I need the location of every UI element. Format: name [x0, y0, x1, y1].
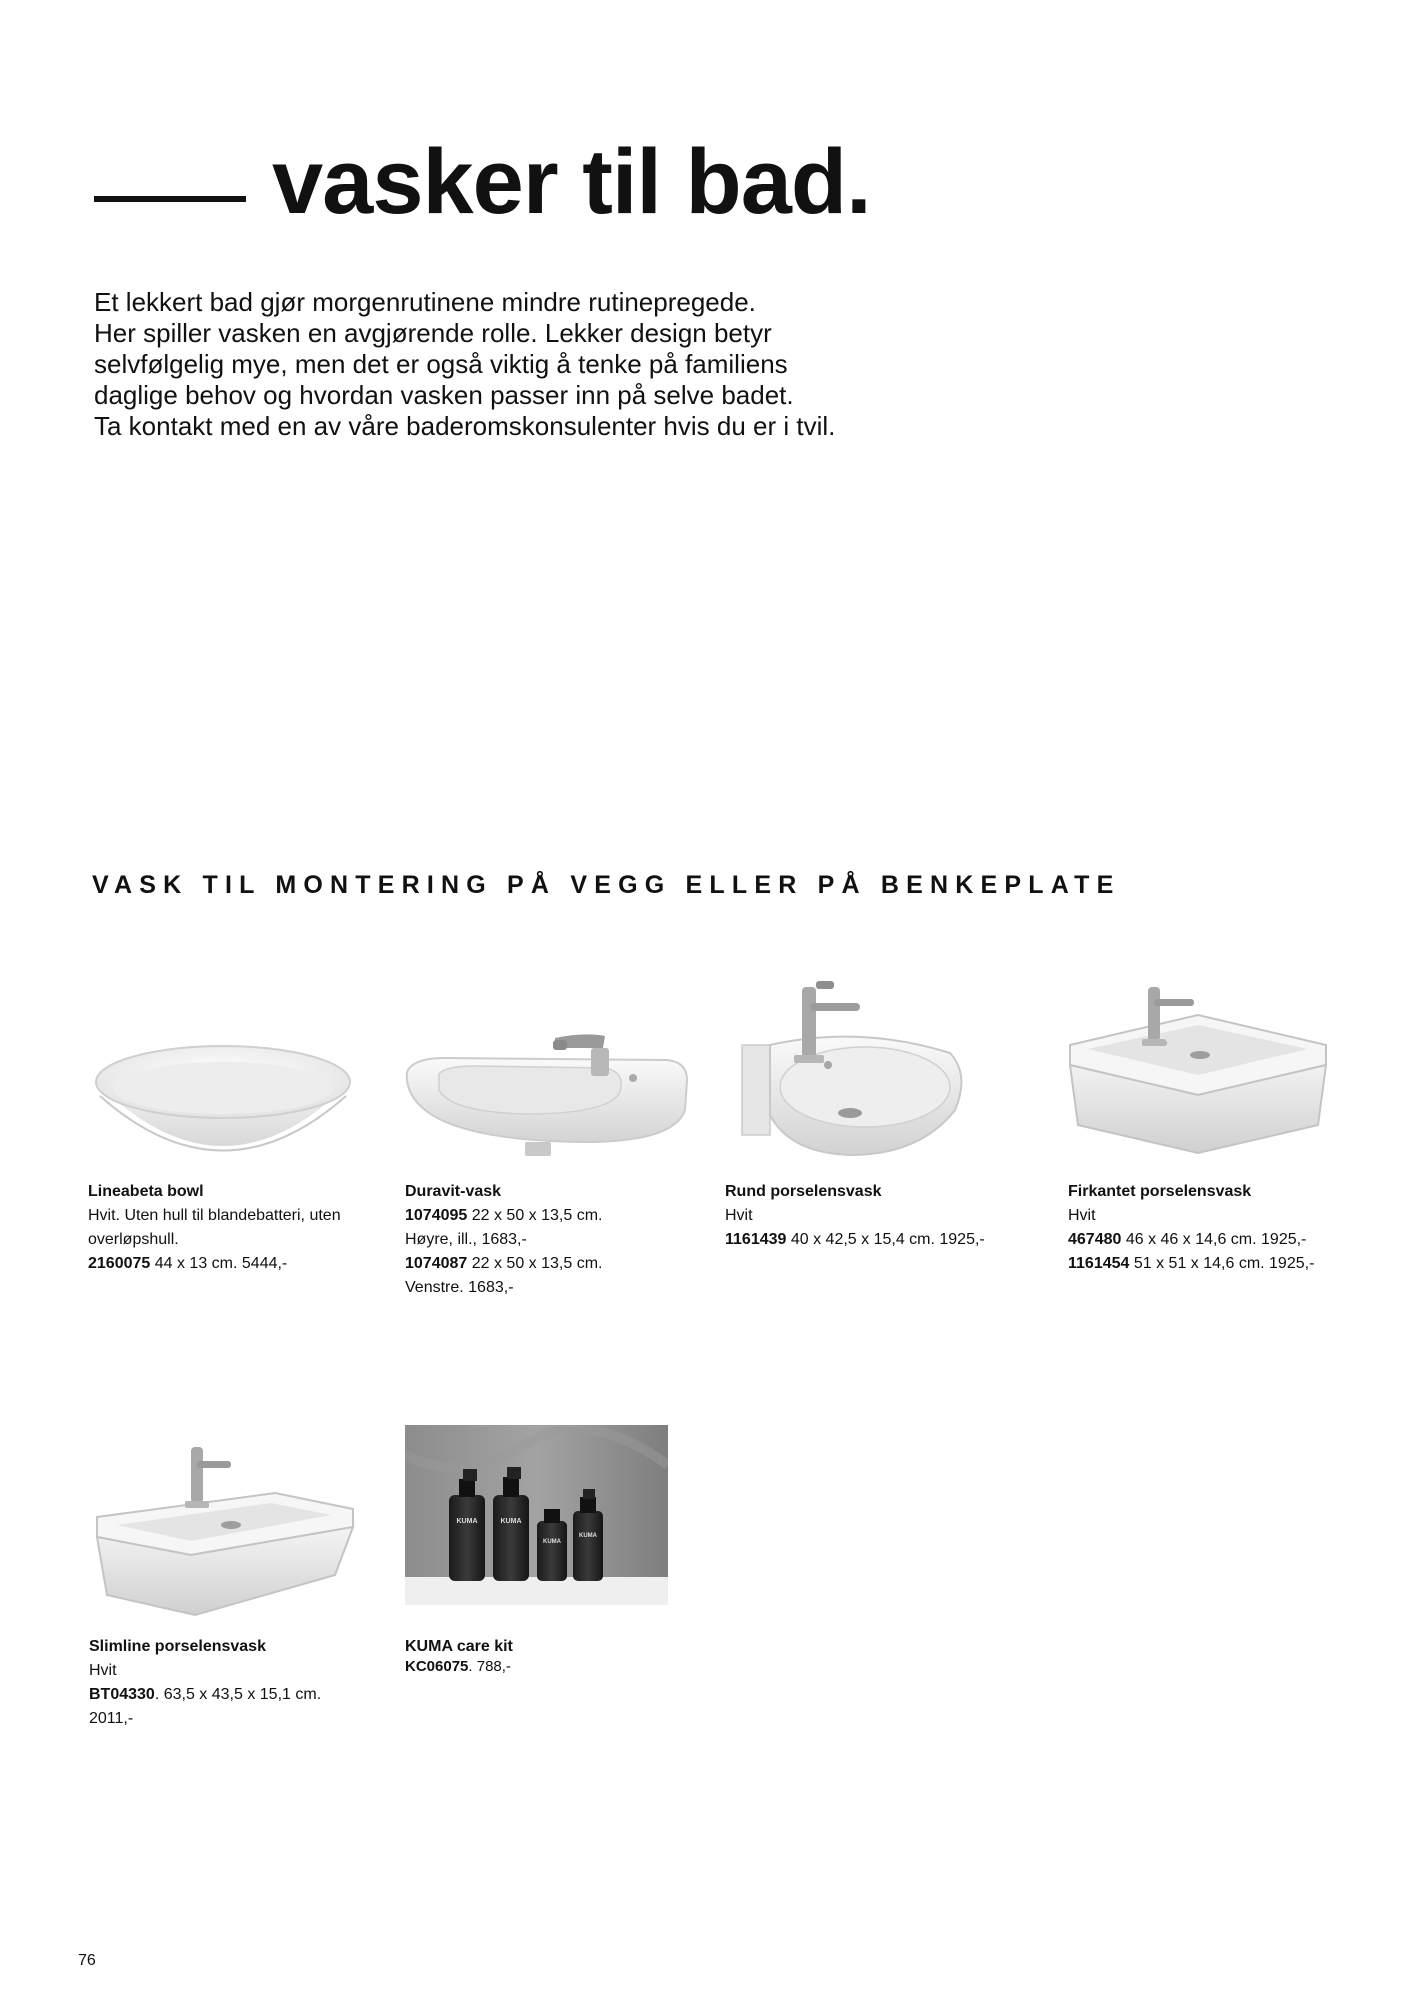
slim-sink-image [95, 1445, 355, 1625]
product-sku: 1161439 [725, 1231, 787, 1248]
product-size-price: 51 x 51 x 14,6 cm. 1925,- [1129, 1255, 1315, 1272]
product-sku: KC06075 [405, 1658, 469, 1675]
product-name: KUMA care kit [405, 1638, 513, 1655]
round-sink-image [740, 975, 980, 1160]
product-size-price: 40 x 42,5 x 15,4 cm. 1925,- [786, 1231, 985, 1248]
bottle-label: KUMA [579, 1533, 597, 1539]
product-kuma-care-kit [405, 1425, 695, 1725]
product-name: Slimline porselensvask [89, 1638, 266, 1655]
product-name: Lineabeta bowl [88, 1183, 204, 1200]
product-size: . 63,5 x 43,5 x 15,1 cm. [154, 1686, 322, 1703]
product-sku: 1161454 [1068, 1255, 1130, 1272]
product-size-price: 46 x 46 x 14,6 cm. 1925,- [1121, 1231, 1307, 1248]
product-sku: BT04330 [89, 1686, 155, 1703]
intro-paragraph [94, 287, 994, 442]
product-size: 22 x 50 x 13,5 cm. [467, 1207, 603, 1224]
product-description: Hvit [1068, 1207, 1096, 1224]
product-name: Firkantet porselensvask [1068, 1183, 1252, 1200]
product-variant-price: Høyre, ill., 1683,- [405, 1231, 527, 1248]
product-sku: 2160075 [88, 1255, 151, 1272]
product-spec [1068, 1228, 1314, 1252]
square-sink-image [1068, 985, 1328, 1155]
title-dash [94, 196, 246, 202]
product-description: Hvit [725, 1207, 753, 1224]
section-heading: VASK TIL MONTERING PÅ VEGG ELLER PÅ BENKEPLATE [92, 871, 1121, 899]
product-duravit-vask [405, 1010, 695, 1310]
intro-line: daglige behov og hvordan vasken passer inn på selve badet. [94, 380, 794, 410]
page-number: 76 [78, 1952, 96, 1969]
product-spec [405, 1655, 513, 1679]
bottle-label: KUMA [456, 1518, 478, 1525]
product-name: Rund porselensvask [725, 1183, 882, 1200]
product-slimline-porselensvask [89, 1445, 385, 1745]
intro-line: Her spiller vasken en avgjørende rolle. Lekker design betyr [94, 318, 772, 348]
product-size: 22 x 50 x 13,5 cm. [467, 1255, 603, 1272]
intro-line: selvfølgelig mye, men det er også viktig å tenke på familiens [94, 349, 788, 379]
product-spec [89, 1683, 321, 1707]
product-sku: 1074095 [405, 1207, 468, 1224]
product-spec [405, 1252, 602, 1276]
product-variant-price: Venstre. 1683,- [405, 1279, 514, 1296]
intro-line: Et lekkert bad gjør morgenrutinene mindre rutinepregede. [94, 287, 756, 317]
product-spec [725, 1228, 985, 1252]
product-spec [405, 1204, 602, 1228]
product-description: Hvit [89, 1662, 117, 1679]
product-price: . 788,- [468, 1658, 511, 1675]
bowl-sink-image [88, 1030, 358, 1180]
product-description: overløpshull. [88, 1231, 179, 1248]
bottle-label: KUMA [543, 1539, 561, 1545]
product-price: 2011,- [89, 1710, 134, 1727]
product-firkantet-porselensvask [1068, 985, 1358, 1285]
product-description: Hvit. Uten hull til blandebatteri, uten [88, 1207, 341, 1224]
product-lineabeta-bowl [88, 1010, 358, 1280]
product-name: Duravit-vask [405, 1183, 502, 1200]
bottle-label: KUMA [500, 1518, 522, 1525]
product-size-price: 44 x 13 cm. 5444,- [150, 1255, 288, 1272]
product-spec [88, 1252, 341, 1276]
product-spec [1068, 1252, 1314, 1276]
intro-line: Ta kontakt med en av våre baderomskonsulenter hvis du er i tvil. [94, 411, 836, 441]
page-title: vasker til bad. [272, 131, 871, 233]
wall-sink-image [405, 1010, 695, 1170]
product-sku: 1074087 [405, 1255, 468, 1272]
kuma-care-kit-photo [405, 1425, 668, 1605]
product-sku: 467480 [1068, 1231, 1122, 1248]
product-rund-porselensvask [725, 975, 1015, 1275]
